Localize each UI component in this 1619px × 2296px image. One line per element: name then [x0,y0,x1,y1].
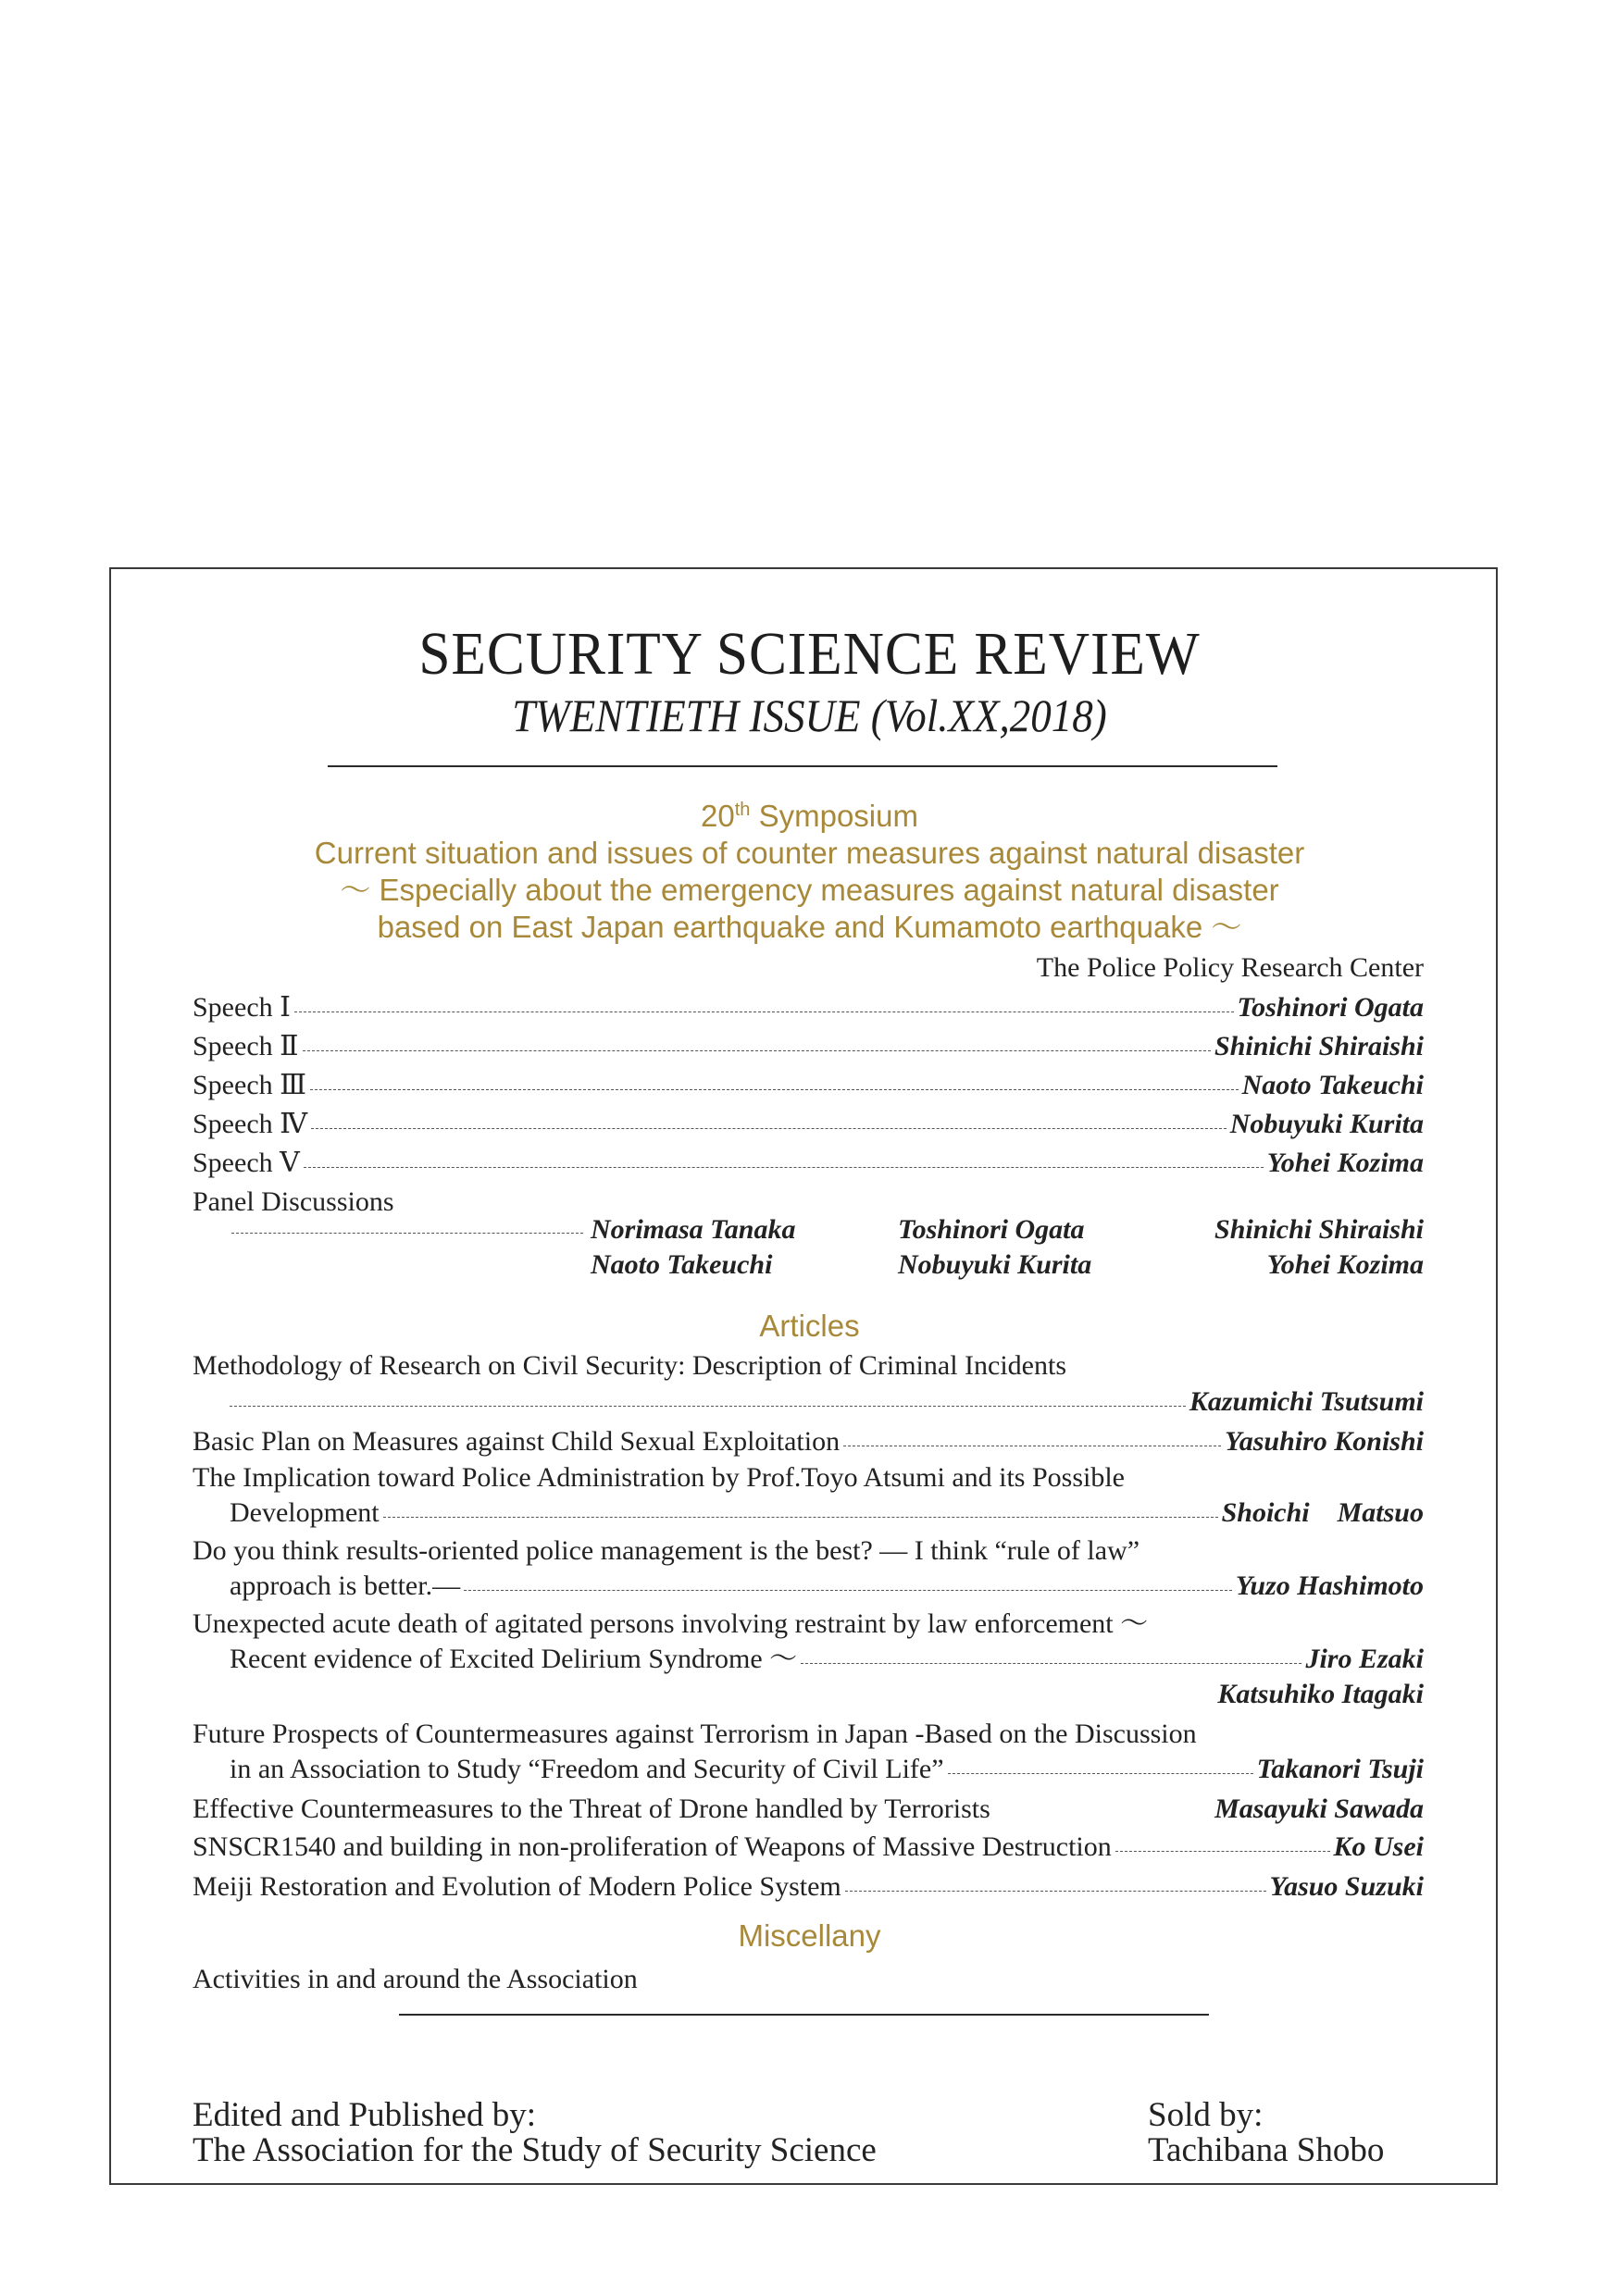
article-entry[interactable] [230,1494,1424,1533]
speech-label: Speech Ⅳ [193,1109,308,1139]
footer-divider [399,2014,1209,2016]
speech-author: Naoto Takeuchi [1241,1070,1424,1100]
article-author: Kazumichi Tsutsumi [1189,1386,1424,1417]
article-author: Masayuki Sawada [1214,1793,1424,1824]
header-divider [328,765,1277,767]
symposium-title-line2: ～ Especially about the emergency measures against natural disaster [340,873,1279,907]
symposium-title-line3: based on East Japan earthquake and Kumamoto earthquake ～ [377,910,1242,944]
speech-author: Yohei Kozima [1266,1148,1424,1178]
dotted-leader [230,1406,1186,1407]
speech-entry[interactable] [193,1027,1424,1066]
symposium-number: 20 [701,799,735,833]
dotted-leader [948,1773,1253,1774]
article-entry[interactable] [193,1828,1424,1867]
dotted-leader [845,1891,1266,1892]
symposium-title-line1: Current situation and issues of counter measures against natural disaster [314,836,1305,870]
dotted-leader [231,1233,583,1234]
speech-label: Speech Ⅰ [193,992,291,1023]
panel-name: Yohei Kozima [1266,1249,1424,1280]
symposium-heading [0,798,1619,835]
seller-name: Tachibana Shobo [1148,2131,1385,2169]
article-title[interactable]: Methodology of Research on Civil Security: Description of Criminal Incidents [193,1350,1066,1381]
speech-author: Shinichi Shiraishi [1214,1031,1424,1061]
article-entry[interactable] [193,1790,1424,1829]
symposium-label: Symposium [758,799,918,833]
article-entry[interactable] [193,1422,1424,1461]
article-entry[interactable] [230,1567,1424,1606]
speech-entry[interactable] [193,1144,1424,1183]
panel-name: Naoto Takeuchi [591,1249,773,1280]
article-title: Basic Plan on Measures against Child Sexual Exploitation [193,1426,841,1457]
panel-participants [231,1212,1424,1290]
article-title: Meiji Restoration and Evolution of Modern Police System [193,1871,841,1902]
article-author: Ko Usei [1333,1831,1424,1862]
dotted-leader [311,1128,1227,1129]
article-author: Shoichi Matsuo [1221,1497,1424,1528]
dotted-leader [310,1089,1239,1090]
article-title-cont: Development [230,1497,380,1528]
article-title[interactable]: Do you think results-oriented police management is the best? ― I think “rule of law” [193,1535,1140,1566]
article-author: Yasuo Suzuki [1269,1871,1424,1902]
article-entry[interactable] [193,1868,1424,1906]
dotted-leader [304,1167,1264,1168]
seller-label: Sold by: [1148,2096,1264,2134]
article-author: Yuzo Hashimoto [1235,1570,1424,1601]
article-title[interactable]: Unexpected acute death of agitated persons involving restraint by law enforcement ～ [193,1608,1149,1639]
article-title[interactable]: The Implication toward Police Administration by Prof.Toyo Atsumi and its Possible [193,1462,1125,1493]
article-entry[interactable] [230,1640,1424,1679]
panel-discussions-label[interactable]: Panel Discussions [193,1186,394,1217]
dotted-leader [303,1050,1212,1051]
publisher-label: Edited and Published by: [193,2096,536,2134]
speech-entry[interactable] [193,988,1424,1027]
article-author: Jiro Ezaki [1305,1644,1424,1674]
dotted-leader [801,1663,1301,1664]
article-author: Takanori Tsuji [1256,1754,1424,1784]
speech-author: Toshinori Ogata [1237,992,1424,1023]
panel-name: Norimasa Tanaka [591,1214,796,1245]
article-title[interactable]: Future Prospects of Countermeasures against Terrorism in Japan -Based on the Discussion [193,1719,1197,1749]
dotted-leader [1115,1851,1330,1852]
issue-subtitle: TWENTIETH ISSUE (Vol.XX,2018) [512,689,1107,741]
article-title: Effective Countermeasures to the Threat of Drone handled by Terrorists [193,1793,990,1824]
dotted-leader [383,1517,1218,1518]
article-entry[interactable] [230,1383,1424,1421]
speech-label: Speech Ⅴ [193,1148,300,1178]
dotted-leader [464,1590,1232,1591]
journal-title: SECURITY SCIENCE REVIEW [418,620,1201,688]
speech-author: Nobuyuki Kurita [1229,1109,1424,1139]
organizer: The Police Policy Research Center [1036,952,1424,983]
article-coauthor: Katsuhiko Itagaki [1217,1679,1424,1709]
article-title-cont: in an Association to Study “Freedom and Security of Civil Life” [230,1754,944,1784]
dotted-leader [294,1011,1234,1012]
speech-entry[interactable] [193,1105,1424,1144]
panel-name: Toshinori Ogata [898,1214,1085,1245]
speech-entry[interactable] [193,1066,1424,1105]
symposium-ordinal: th [734,800,751,820]
miscellany-item[interactable]: Activities in and around the Association [193,1964,638,1994]
speech-label: Speech Ⅲ [193,1070,307,1100]
article-entry[interactable] [230,1750,1424,1789]
panel-name: Shinichi Shiraishi [1214,1214,1424,1245]
publisher-name: The Association for the Study of Security Science [193,2131,877,2169]
article-title-cont: Recent evidence of Excited Delirium Syndrome ～ [230,1644,798,1674]
article-author: Yasuhiro Konishi [1225,1426,1424,1457]
articles-heading: Articles [759,1309,860,1343]
miscellany-heading: Miscellany [738,1918,881,1953]
article-title: SNSCR1540 and building in non-proliferation of Weapons of Massive Destruction [193,1831,1112,1862]
panel-name: Nobuyuki Kurita [898,1249,1092,1280]
speech-label: Speech Ⅱ [193,1031,299,1061]
article-title-cont: approach is better.― [230,1570,461,1601]
